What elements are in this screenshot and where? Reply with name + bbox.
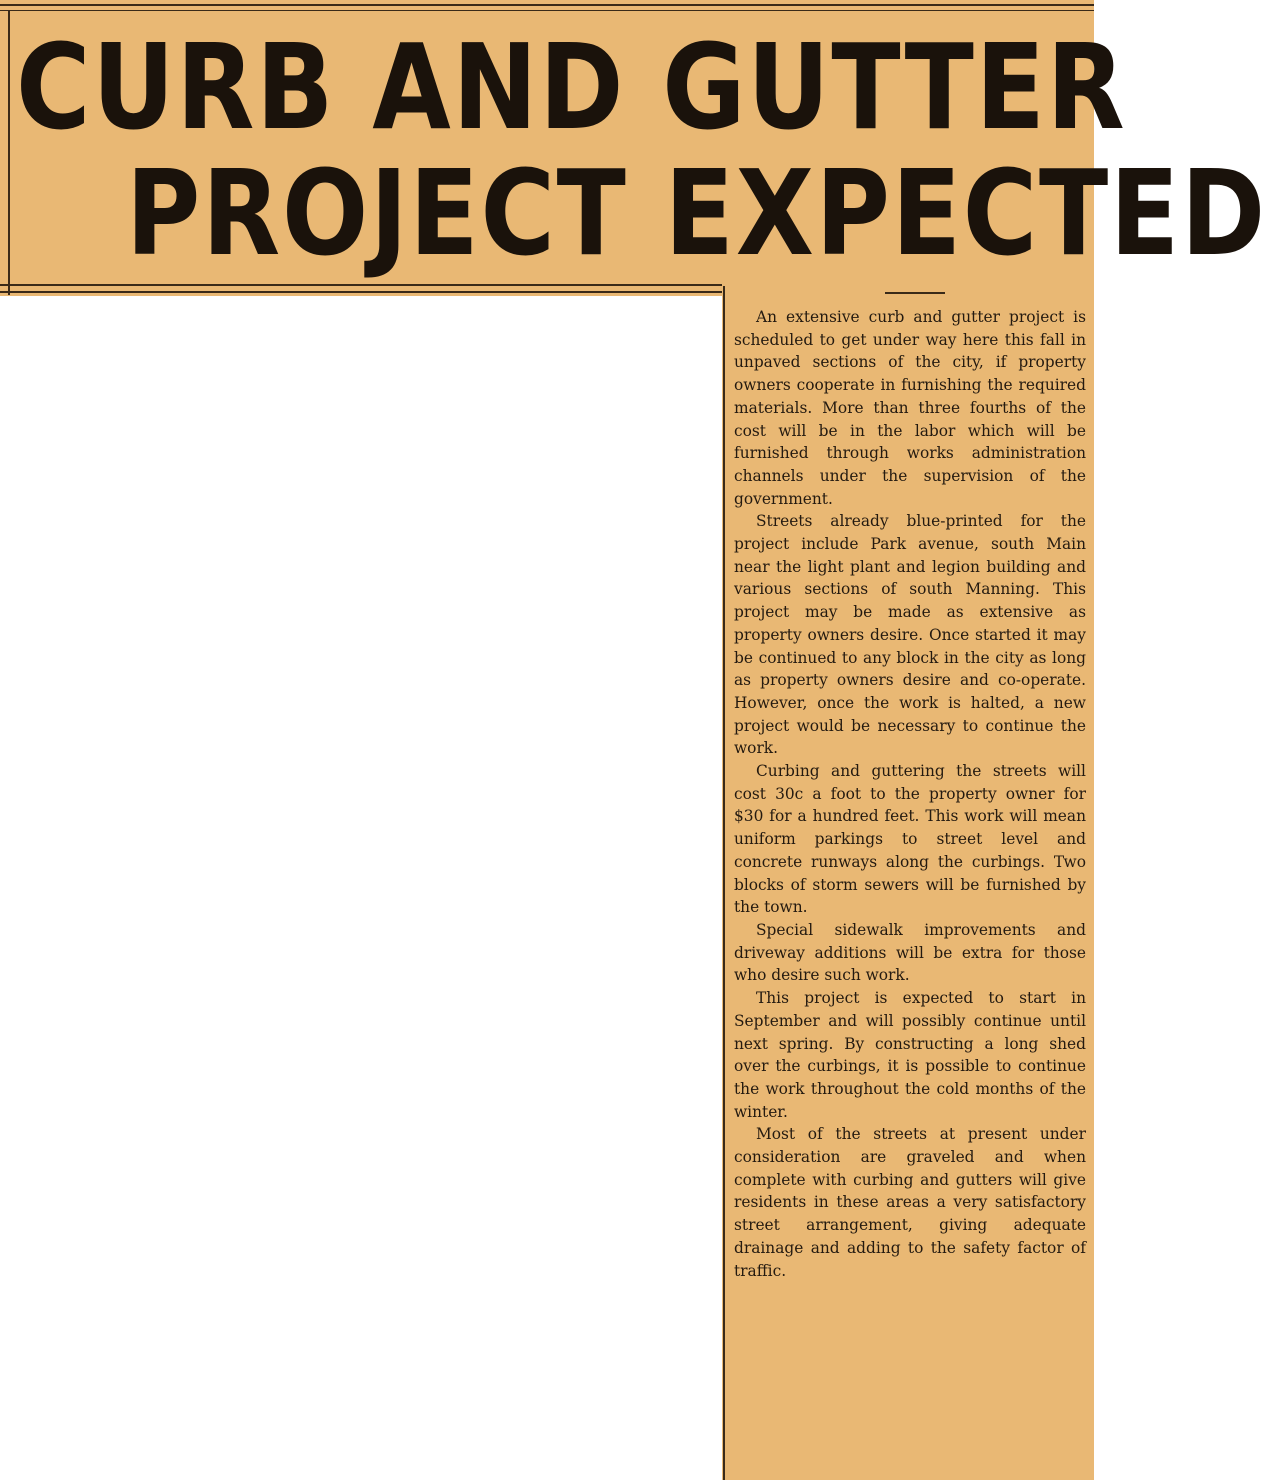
article-paragraph: This project is expected to start in September and will possibly continue until next spring. By constructing a long shed over the curbings, it is possible to continue the work throughout the cold months of the winter. <box>734 989 1086 1121</box>
left-rule <box>8 10 10 295</box>
column-rule <box>723 286 725 1480</box>
article-paragraph: Special sidewalk improvements and driveway additions will be extra for those who desire such work. <box>734 920 1086 985</box>
article-paragraph: Curbing and guttering the streets will cost 30c a foot to the property owner for $30 for a hundred feet. This work will mean uniform parkings to street level and concrete runways along the curbings. Two blocks of storm sewers will be furnished by the town. <box>734 762 1086 917</box>
headline <box>14 18 1267 282</box>
article-paragraph: Streets already blue-printed for the project include Park avenue, south Main near the light plant and legion building and various sections of south Manning. This project may be made as extensive as property owners desire. Once started it may be continued to any block in the city as long as property owners desire and co-operate. However, once the work is halted, a new project would be necessary to continue the work. <box>734 512 1086 758</box>
top-rule <box>0 4 1094 6</box>
top-rule-thin <box>0 10 1094 11</box>
article-dash <box>885 292 945 294</box>
article-paragraph: An extensive curb and gutter project is scheduled to get under way here this fall in unpaved sections of the city, if property owners cooperate in furnishing the required materials. More than three fourths of the cost will be in the labor which will be furnished through works administration channels under the supervision of the government. <box>734 308 1086 508</box>
headline-bottom-rule-2 <box>0 291 722 293</box>
article-body <box>734 306 1086 1282</box>
headline-bottom-rule <box>0 284 722 286</box>
headline-line-2: PROJECT EXPECTED <box>126 144 1267 282</box>
headline-line-1: CURB AND GUTTER <box>16 18 1127 156</box>
article-paragraph: Most of the streets at present under consideration are graveled and when complete with curbing and gutters will give residents in these areas a very satisfactory street arrangement, giving adequate drainage and adding to the safety factor of traffic. <box>734 1125 1086 1280</box>
